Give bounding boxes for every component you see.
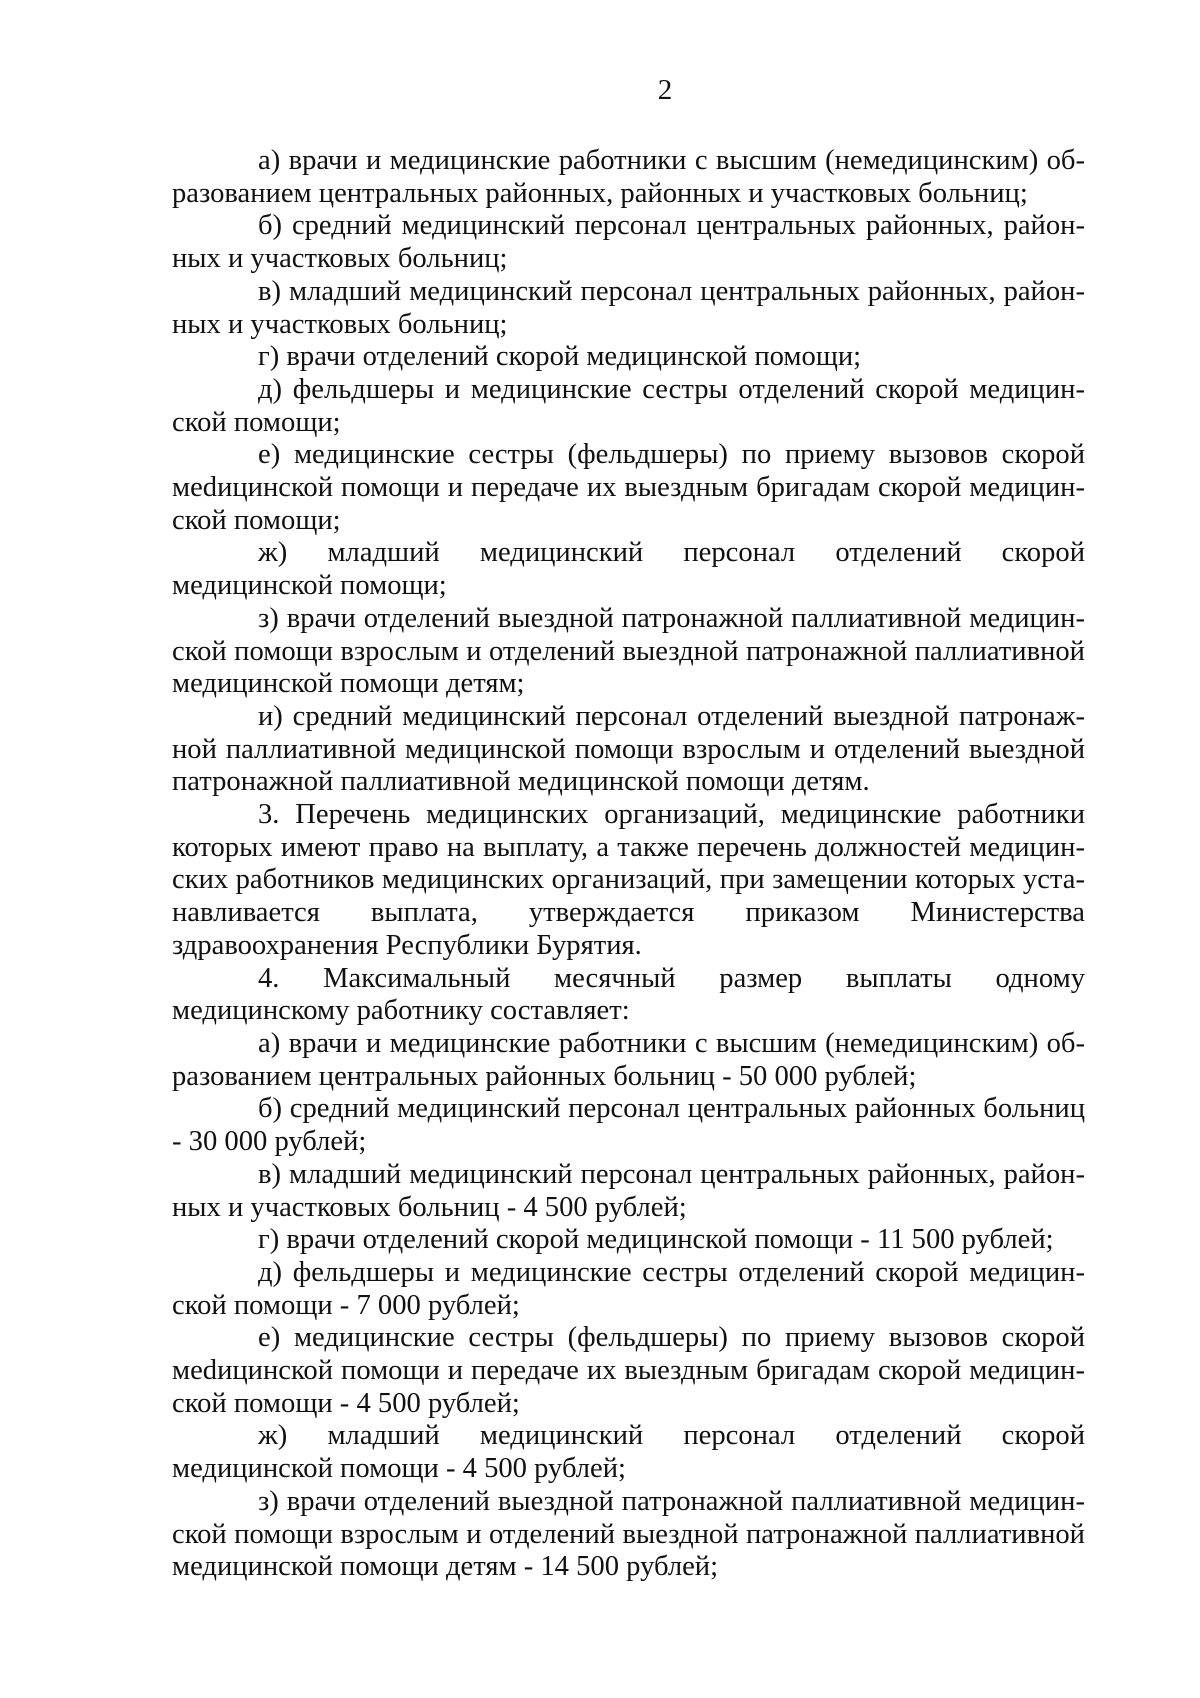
- page-number: 2: [657, 74, 673, 106]
- paragraph-4z: з) врачи отделений выездной патронажной паллиативной медицинской помощи взрослым и отделений выездной патронажной паллиативной медицинской помощи детям - 14 500 рублей;: [172, 1485, 1085, 1583]
- paragraph-2v: в) младший медицинский персонал центральных районных, районных и участковых больниц;: [172, 275, 1085, 340]
- paragraph-2e: е) медицинские сестры (фельдшеры) по приему вызовов скорой меdицинской помощи и передаче их выездным бригадам скорой медицинской помощи;: [172, 439, 1085, 536]
- paragraph-4v: в) младший медицинский персонал центральных районных, районных и участковых больниц - 4 500 рублей;: [172, 1158, 1085, 1223]
- paragraph-4e: е) медицинские сестры (фельдшеры) по приему вызовов скорой меdицинской помощи и передаче их выездным бригадам скорой медицинской помощи - 4 500 рублей;: [172, 1322, 1085, 1419]
- paragraph-4a: а) врачи и медицинские работники с высшим (немедицинским) образованием центральных районных больниц - 50 000 рублей;: [172, 1027, 1085, 1092]
- paragraph-2b: б) средний медицинский персонал центральных районных, районных и участковых больниц;: [172, 210, 1085, 275]
- section-4-paragraph: 4. Максимальный месячный размер выплаты одному медицинскому работнику составляет:: [172, 962, 1085, 1027]
- document-body: [172, 145, 1085, 1584]
- paragraph-2a: а) врачи и медицинские работники с высшим (немедицинским) образованием центральных районных, районных и участковых больниц;: [172, 145, 1085, 209]
- paragraph-4b: б) средний медицинский персонал центральных районных больниц - 30 000 рублей;: [172, 1093, 1085, 1158]
- paragraph-2g: г) врачи отделений скорой медицинской помощи;: [258, 341, 862, 373]
- section-3-paragraph: 3. Перечень медицинских организаций, медицинские работники которых имеют право на выплату, а также перечень должностей медицинских работников медицинских организаций, при замещении которых устанавливается выплата, утверждается приказом Министерства здравоохранения Республики Бурятия.: [172, 799, 1085, 961]
- paragraph-2d: д) фельдшеры и медицинские сестры отделений скорой медицинской помощи;: [172, 373, 1085, 438]
- paragraph-2zh: ж) младший медицинский персонал отделений скорой медицинской помощи;: [172, 537, 1085, 602]
- paragraph-4zh: ж) младший медицинский персонал отделений скорой медицинской помощи - 4 500 рублей;: [172, 1420, 1085, 1485]
- paragraph-4g: г) врачи отделений скорой медицинской помощи - 11 500 рублей;: [258, 1224, 1054, 1256]
- paragraph-2z: з) врачи отделений выездной патронажной паллиативной медицинской помощи взрослым и отделений выездной патронажной паллиативной медицинской помощи детям;: [172, 602, 1085, 700]
- paragraph-2i: и) средний медицинский персонал отделений выездной патронажной паллиативной медицинской помощи взрослым и отделений выездной патронажной паллиативной медицинской помощи детям.: [172, 700, 1085, 798]
- paragraph-4d: д) фельдшеры и медицинские сестры отделений скорой медицинской помощи - 7 000 рублей;: [172, 1256, 1085, 1321]
